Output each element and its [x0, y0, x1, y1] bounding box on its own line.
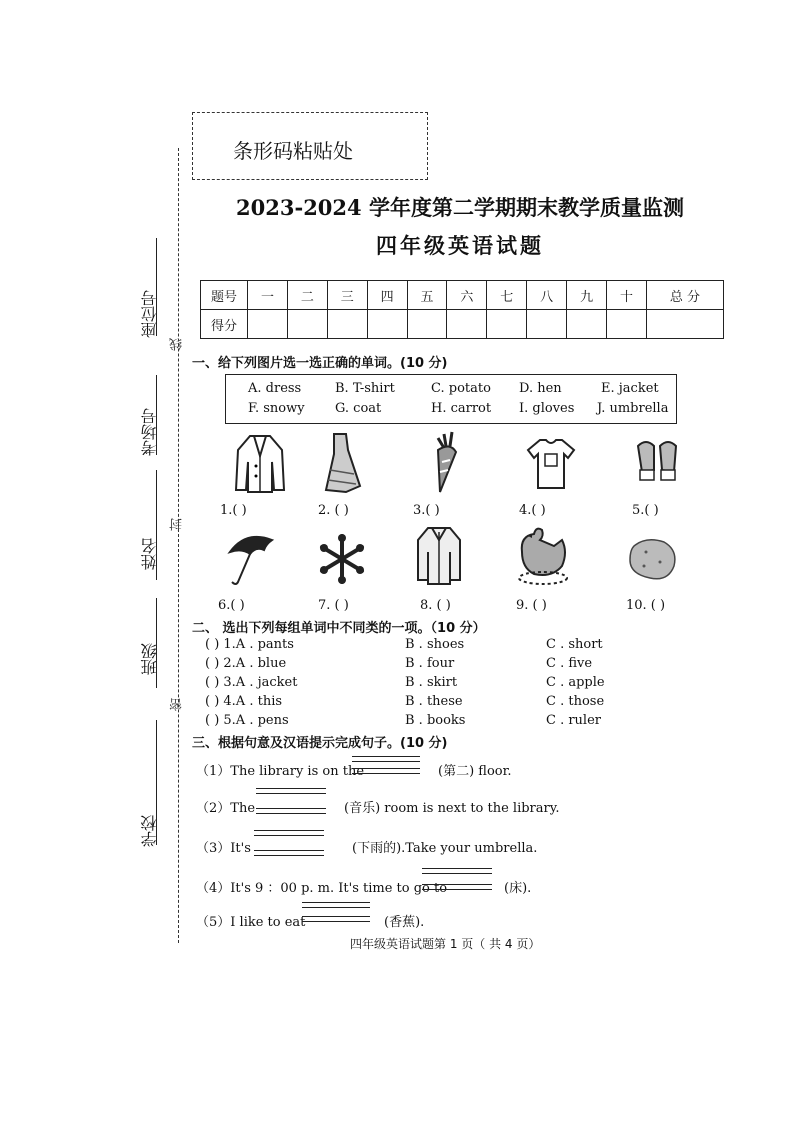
score-cell: 九: [567, 281, 607, 310]
q2-5-b: B . books: [405, 713, 466, 728]
potato-icon: [626, 534, 680, 584]
q3-4-blank[interactable]: [422, 868, 492, 874]
score-cell: 一: [248, 281, 288, 310]
q2-2-c: C . five: [546, 656, 593, 671]
q2-3-b: B . skirt: [405, 675, 458, 690]
score-cell: 得分: [201, 310, 248, 339]
score-input[interactable]: [327, 310, 367, 339]
option-e: E. jacket: [601, 381, 659, 396]
answer-6[interactable]: 6.( ): [218, 598, 245, 613]
class-label: 班级: [140, 643, 159, 675]
option-a: A. dress: [248, 381, 302, 396]
barcode-label: 条形码粘贴处: [233, 139, 353, 163]
seal-line-mark: 线: [170, 338, 185, 351]
q3-1-blank[interactable]: [352, 768, 420, 774]
option-j: J. umbrella: [597, 401, 669, 416]
score-input[interactable]: [407, 310, 447, 339]
umbrella-icon: [226, 530, 276, 588]
q3-3-blank[interactable]: [254, 830, 324, 836]
q2-3-a[interactable]: ( ) 3.A . jacket: [205, 675, 298, 690]
score-input[interactable]: [647, 310, 724, 339]
answer-4[interactable]: 4.( ): [519, 503, 546, 518]
barcode-box: [192, 112, 428, 180]
section3-heading: 三、根据句意及汉语提示完成句子。(10 分): [192, 736, 448, 751]
seal-mi-mark: 密: [170, 698, 185, 711]
carrot-icon: [424, 430, 468, 496]
score-cell: 六: [447, 281, 487, 310]
dress-icon: [316, 430, 366, 496]
q2-1-b: B . shoes: [405, 637, 465, 652]
score-input[interactable]: [447, 310, 487, 339]
score-cell: 题号: [201, 281, 248, 310]
class-field: [156, 598, 157, 688]
exam-title: 2023-2024 学年度第二学期期末教学质量监测: [236, 195, 684, 220]
snowflake-icon: [316, 532, 368, 586]
q2-4-a[interactable]: ( ) 4.A . this: [205, 694, 283, 709]
word-options-box: [225, 374, 677, 424]
q2-4-c: C . those: [546, 694, 605, 709]
score-input[interactable]: [527, 310, 567, 339]
score-table: [200, 280, 724, 339]
q3-2-blank[interactable]: [256, 788, 326, 794]
option-h: H. carrot: [431, 401, 492, 416]
school-field: [156, 720, 157, 845]
answer-8[interactable]: 8. ( ): [420, 598, 451, 613]
section2-heading: 二、 选出下列每组单词中不同类的一项。（10 分）: [192, 621, 486, 636]
score-input[interactable]: [487, 310, 527, 339]
seal-feng-mark: 封: [170, 518, 185, 531]
option-i: I. gloves: [519, 401, 575, 416]
room-label: 考场号: [140, 408, 159, 456]
room-field: [156, 375, 157, 455]
answer-3[interactable]: 3.( ): [413, 503, 440, 518]
score-input[interactable]: [248, 310, 288, 339]
score-input[interactable]: [607, 310, 647, 339]
q2-2-a[interactable]: ( ) 2.A . blue: [205, 656, 287, 671]
q3-5-post: (香蕉).: [384, 915, 425, 930]
score-cell: 三: [327, 281, 367, 310]
score-cell: 二: [287, 281, 327, 310]
q2-1-c: C . short: [546, 637, 603, 652]
seat-field: [156, 238, 157, 336]
q2-4-b: B . these: [405, 694, 463, 709]
q2-1-a[interactable]: ( ) 1.A . pants: [205, 637, 294, 652]
score-cell: 八: [527, 281, 567, 310]
name-label: 姓名: [140, 538, 159, 570]
q3-1-pre: （1）The library is on the: [196, 764, 365, 779]
q3-2-post: (音乐) room is next to the library.: [344, 801, 560, 816]
q3-4-pre: （4）It's 9 ：00 p. m. It's time to go to: [196, 881, 448, 896]
q2-3-c: C . apple: [546, 675, 605, 690]
seat-label: 座位号: [140, 290, 159, 338]
school-label: 学校: [140, 815, 159, 847]
q3-3-pre: （3）It's: [196, 841, 251, 856]
q3-1-post: (第二) floor.: [438, 764, 512, 779]
score-input[interactable]: [367, 310, 407, 339]
score-header-row: [201, 281, 724, 310]
q3-2-pre: （2）The: [196, 801, 256, 816]
gloves-icon: [632, 436, 682, 488]
score-cell: 四: [367, 281, 407, 310]
score-cell: 七: [487, 281, 527, 310]
answer-9[interactable]: 9. ( ): [516, 598, 547, 613]
score-cell: 十: [607, 281, 647, 310]
answer-10[interactable]: 10. ( ): [626, 598, 666, 613]
coat-icon: [232, 432, 288, 496]
exam-subtitle: 四年级英语试题: [376, 233, 544, 258]
option-g: G. coat: [335, 401, 382, 416]
q3-4-post: (床).: [504, 881, 532, 896]
page-footer: 四年级英语试题第 1 页（ 共 4 页）: [350, 937, 541, 951]
q2-5-a[interactable]: ( ) 5.A . pens: [205, 713, 289, 728]
answer-2[interactable]: 2. ( ): [318, 503, 349, 518]
answer-5[interactable]: 5.( ): [632, 503, 659, 518]
option-b: B. T-shirt: [335, 381, 395, 396]
binding-line: [178, 148, 179, 943]
q3-3-post: (下雨的).Take your umbrella.: [352, 841, 538, 856]
score-cell: 五: [407, 281, 447, 310]
tshirt-icon: [526, 436, 576, 492]
option-f: F. snowy: [248, 401, 305, 416]
score-value-row: [201, 310, 724, 339]
score-cell: 总 分: [647, 281, 724, 310]
q3-1-blank[interactable]: [352, 756, 420, 762]
score-input[interactable]: [567, 310, 607, 339]
option-d: D. hen: [519, 381, 562, 396]
q2-2-b: B . four: [405, 656, 455, 671]
name-field: [156, 470, 157, 580]
q3-4-blank[interactable]: [422, 884, 492, 890]
answer-1[interactable]: 1.( ): [220, 503, 247, 518]
q3-3-blank[interactable]: [254, 850, 324, 856]
option-c: C. potato: [431, 381, 491, 396]
jacket-icon: [414, 522, 464, 588]
q3-5-blank[interactable]: [302, 916, 370, 922]
q3-2-blank[interactable]: [256, 808, 326, 814]
q3-5-pre: （5）I like to eat: [196, 915, 306, 930]
score-input[interactable]: [287, 310, 327, 339]
answer-7[interactable]: 7. ( ): [318, 598, 349, 613]
q2-5-c: C . ruler: [546, 713, 601, 728]
section1-heading: 一、给下列图片选一选正确的单词。(10 分): [192, 356, 448, 371]
q3-5-blank[interactable]: [302, 902, 370, 908]
hen-icon: [512, 522, 574, 588]
